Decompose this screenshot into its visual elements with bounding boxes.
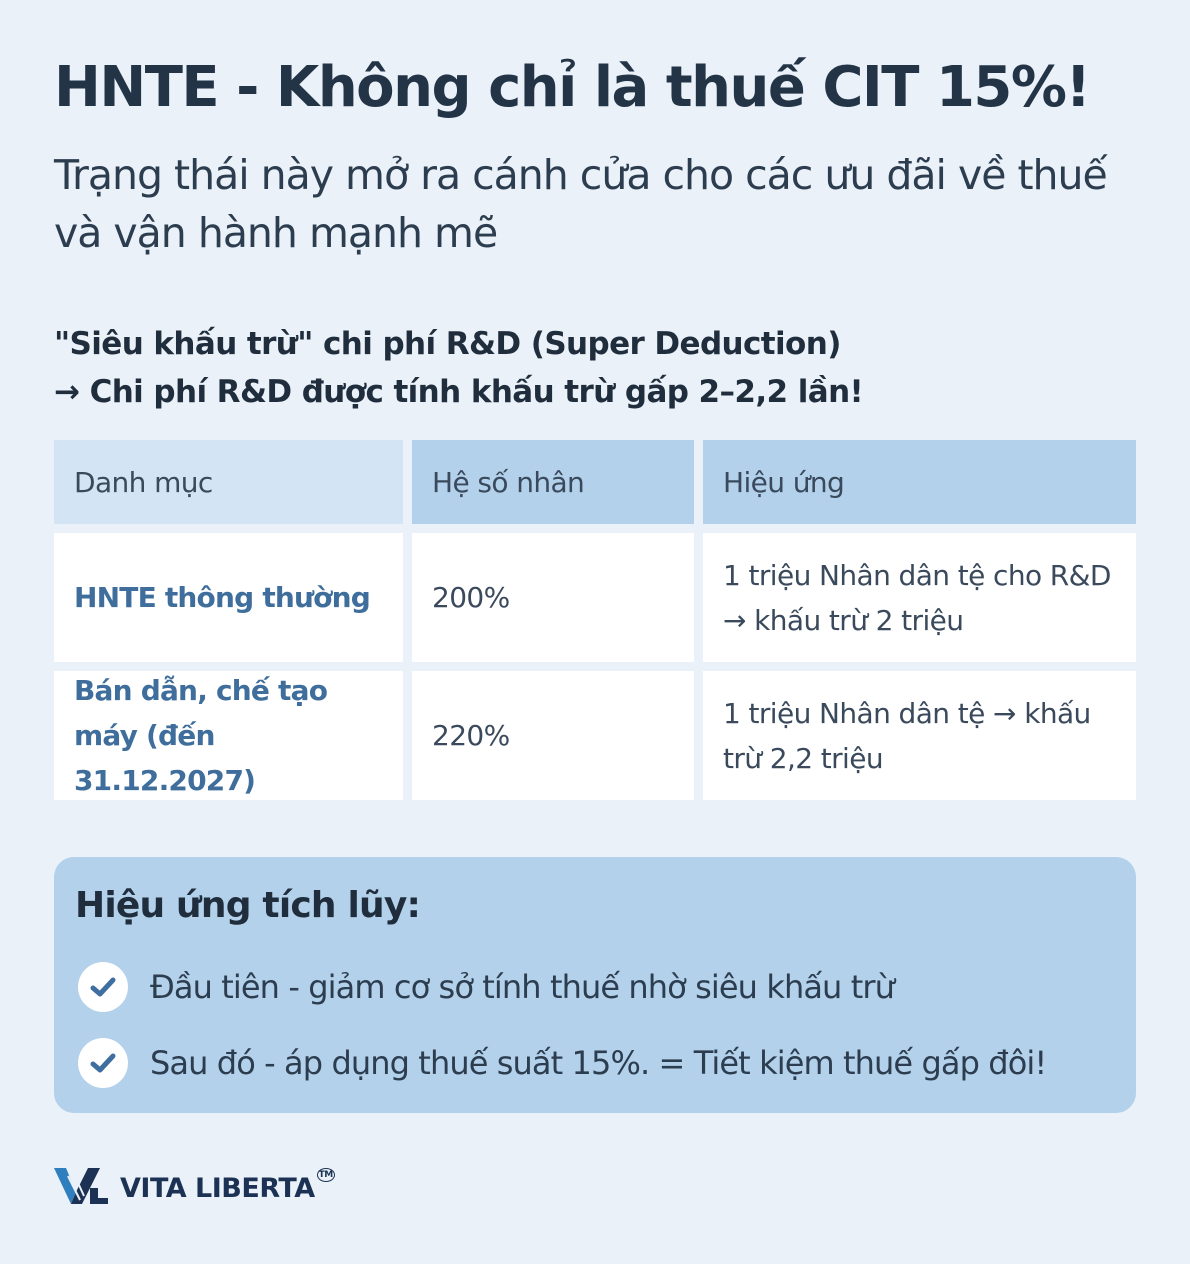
list-item	[78, 1038, 1046, 1088]
row-category: HNTE thông thường	[54, 533, 403, 662]
table-row	[54, 671, 1136, 800]
header-category: Danh mục	[54, 440, 403, 524]
list-item-text: Đầu tiên - giảm cơ sở tính thuế nhờ siêu khấu trừ	[150, 968, 894, 1006]
logo-text: VITA LIBERTA ™	[120, 1169, 333, 1204]
vita-liberta-logo-icon	[54, 1166, 108, 1210]
row-effect: 1 triệu Nhân dân tệ → khấu trừ 2,2 triệu	[703, 671, 1136, 800]
section-heading-line-2: → Chi phí R&D được tính khấu trừ gấp 2–2,2 lần!	[54, 374, 864, 410]
check-icon	[78, 962, 128, 1012]
row-multiplier: 220%	[412, 671, 694, 800]
box-title: Hiệu ứng tích lũy:	[75, 885, 421, 926]
header-effect: Hiệu ứng	[703, 440, 1136, 524]
table-header-row	[54, 440, 1136, 524]
check-icon	[78, 1038, 128, 1088]
list-item-text: Sau đó - áp dụng thuế suất 15%. = Tiết kiệm thuế gấp đôi!	[150, 1044, 1047, 1082]
cumulative-effect-box	[54, 857, 1136, 1113]
table-row	[54, 533, 1136, 662]
row-category: Bán dẫn, chế tạo máy (đến 31.12.2027)	[54, 671, 403, 800]
row-effect: 1 triệu Nhân dân tệ cho R&D → khấu trừ 2 triệu	[703, 533, 1136, 662]
deduction-table	[54, 440, 1136, 809]
page-subtitle: Trạng thái này mở ra cánh cửa cho các ưu đãi về thuế và vận hành mạnh mẽ	[54, 151, 1107, 257]
header-multiplier: Hệ số nhân	[412, 440, 694, 524]
page-title: HNTE - Không chỉ là thuế CIT 15%!	[54, 55, 1090, 120]
trademark-mark: TM	[318, 1169, 333, 1180]
brand-logo	[54, 1168, 335, 1208]
section-heading-line-1: "Siêu khấu trừ" chi phí R&D (Super Deduction)	[54, 326, 841, 362]
row-multiplier: 200%	[412, 533, 694, 662]
list-item	[78, 962, 894, 1012]
section-heading	[54, 320, 1144, 416]
